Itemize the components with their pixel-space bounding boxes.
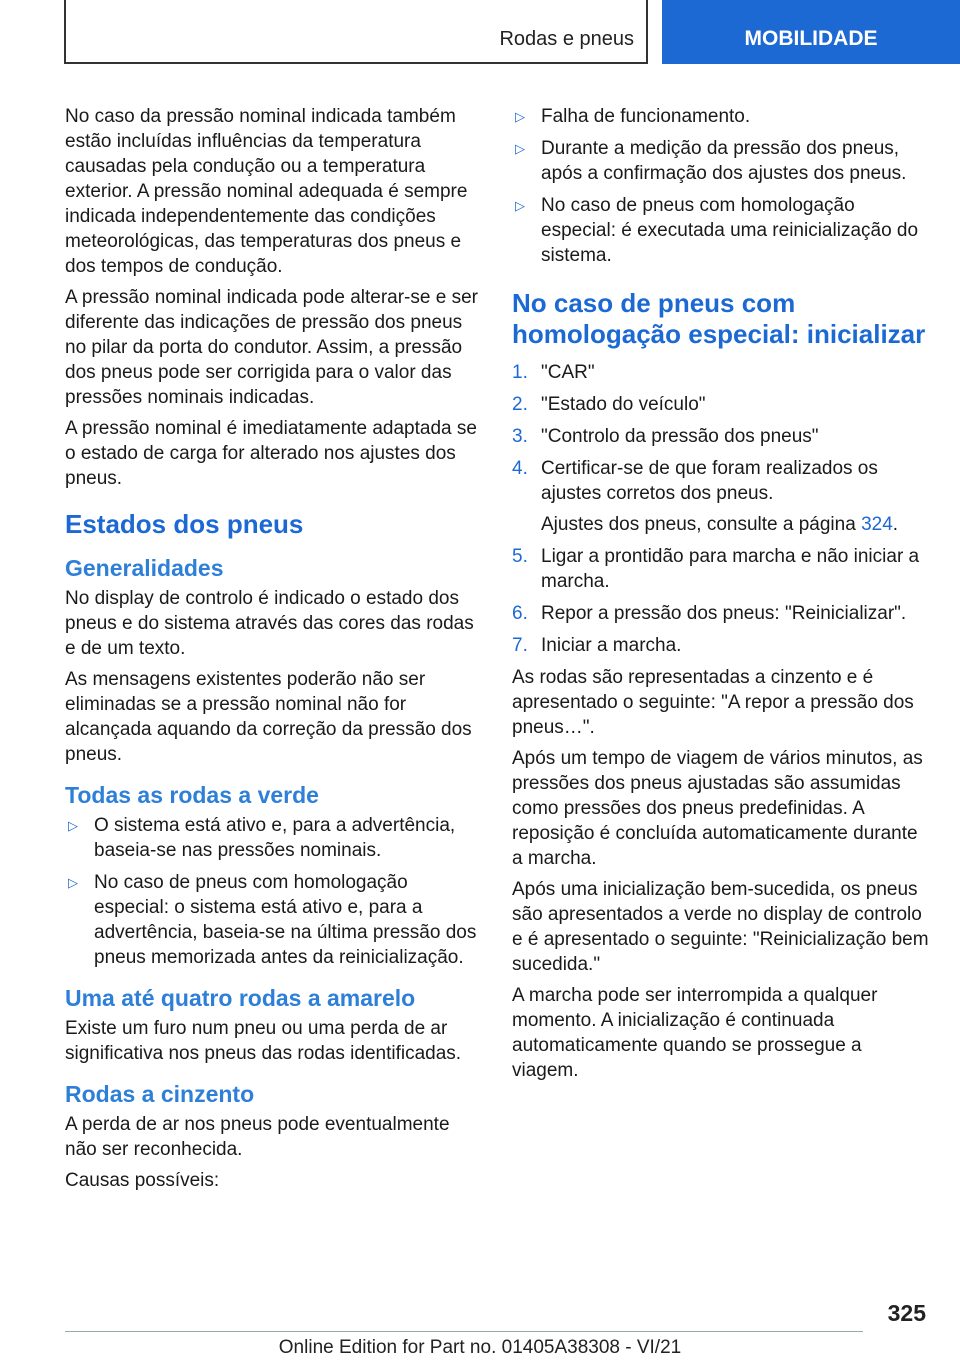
page-number: 325 [887, 1300, 926, 1326]
heading-amarelo: Uma até quatro rodas a amarelo [65, 985, 416, 1011]
list-item: ▷ No caso de pneus com homologação especial: o sistema está ativo e, para a advertência, baseia-se na última pressão dos pneus memorizada antes da reinicialização. [68, 872, 477, 968]
causes-list [512, 104, 930, 268]
triangle-bullet-icon: ▷ [515, 109, 525, 124]
paragraph: Existe um furo num pneu ou uma perda de ar significativa nos pneus das rodas identificadas. [65, 1018, 462, 1064]
step-item: 3. "Controlo da pressão dos pneus" [512, 426, 819, 447]
list-item: ▷ No caso de pneus com homologação especial: é executada uma reinicialização do sistema. [515, 195, 919, 266]
list-item: ▷ O sistema está ativo e, para a advertência, baseia-se nas pressões nominais. [68, 815, 456, 861]
paragraph: As mensagens existentes poderão não ser eliminadas se a pressão nominal não for alcançada aquando da correção da pressão dos pneus. [65, 669, 472, 765]
step-item: 1. "CAR" [512, 362, 595, 383]
right-column [512, 104, 930, 1089]
heading-inicializar: No caso de pneus com homologação especial: inicializar [512, 288, 926, 349]
triangle-bullet-icon: ▷ [68, 875, 78, 890]
paragraph: A perda de ar nos pneus pode eventualmente não ser reconhecida. [65, 1114, 450, 1160]
paragraph: A pressão nominal é imediatamente adaptada se o estado de carga for alterado nos ajustes dos pneus. [65, 418, 477, 489]
verde-list [65, 813, 480, 970]
heading-cinzento: Rodas a cinzento [65, 1081, 255, 1107]
chapter-tab[interactable]: MOBILIDADE [662, 0, 960, 64]
section-title: Rodas e pneus [499, 28, 634, 50]
step-item: 5. Ligar a prontidão para marcha e não iniciar a marcha. [512, 546, 920, 592]
step-item: 6. Repor a pressão dos pneus: "Reinicializar". [512, 603, 907, 624]
triangle-bullet-icon: ▷ [515, 141, 525, 156]
paragraph: No caso da pressão nominal indicada também estão incluídas influências da temperatura causadas pela condução ou a temperatura exterior. A pressão nominal adequada é sempre indicada independentemente das condições meteorológicas, das temperaturas dos pneus e dos tempos de condução. [65, 106, 468, 277]
list-item: ▷ Falha de funcionamento. [515, 106, 751, 127]
steps-list [512, 360, 930, 658]
left-column [65, 104, 480, 1199]
paragraph: Após um tempo de viagem de vários minutos, as pressões dos pneus ajustadas são assumidas como pressões dos pneus predefinidas. A reposição é concluída automaticamente durante a marcha. [512, 748, 923, 869]
heading-generalidades: Generalidades [65, 555, 224, 581]
list-item: ▷ Durante a medição da pressão dos pneus, após a confirmação dos ajustes dos pneus. [515, 138, 907, 184]
footer-divider [65, 1331, 863, 1332]
heading-estados: Estados dos pneus [65, 509, 304, 539]
step-item: 7. Iniciar a marcha. [512, 635, 682, 656]
heading-verde: Todas as rodas a verde [65, 782, 319, 808]
paragraph: Após uma inicialização bem-sucedida, os pneus são apresentados a verde no display de controlo e é apresentado o seguinte: "Reinicialização bem sucedida." [512, 879, 929, 975]
paragraph: A marcha pode ser interrompida a qualquer momento. A inicialização é continuada automaticamente quando se prossegue a viagem. [512, 985, 878, 1081]
triangle-bullet-icon: ▷ [515, 198, 525, 213]
paragraph: A pressão nominal indicada pode alterar-se e ser diferente das indicações de pressão dos pneus no pilar da porta do condutor. Assim, a pressão dos pneus pode ser corrigida para o valor das pressões nominais indicadas. [65, 287, 478, 408]
step-note: Ajustes dos pneus, consulte a página 324. [541, 514, 899, 535]
triangle-bullet-icon: ▷ [68, 818, 78, 833]
paragraph: Causas possíveis: [65, 1170, 220, 1191]
step-item: 2. "Estado do veículo" [512, 394, 706, 415]
page-reference-link[interactable]: 324 [861, 514, 893, 535]
step-item: 4. Certificar-se de que foram realizados os ajustes corretos dos pneus. Ajustes dos pneus, consulte a página 324. [512, 456, 930, 537]
edition-footer: Online Edition for Part no. 01405A38308 - VI/21 [278, 1337, 682, 1358]
paragraph: As rodas são representadas a cinzento e é apresentado o seguinte: "A repor a pressão dos pneus…". [512, 667, 914, 738]
paragraph: No display de controlo é indicado o estado dos pneus e do sistema através das cores das rodas e de um texto. [65, 588, 474, 659]
